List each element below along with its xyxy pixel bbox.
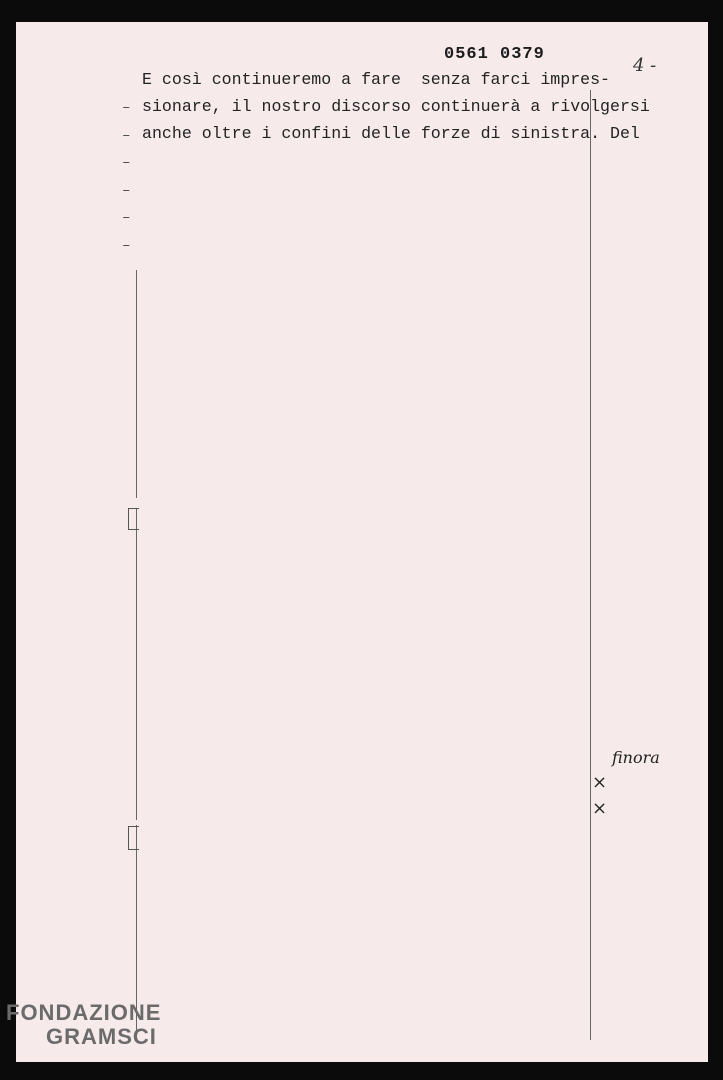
document-page [16,22,708,1062]
logo-line: FONDAZIONE [6,1000,162,1025]
margin-rule [136,270,137,498]
margin-note: finora [612,748,660,767]
paragraph-bracket [128,826,139,850]
paragraph-bracket [128,508,139,530]
archive-reference: 0561 0379 [444,45,545,64]
margin-rule [590,90,591,1040]
margin-cross: × [592,772,608,793]
text-line: anche oltre i confini delle forze di sinistra. Del [142,124,640,143]
page-number: 4 - [633,55,657,76]
watermark-logo [6,1000,161,1050]
margin-dash: – [122,238,131,254]
margin-dash: – [122,100,131,116]
margin-dash: – [122,128,131,144]
logo-line: GRAMSCI [46,1024,157,1049]
margin-dash: – [122,183,131,199]
margin-dash: – [122,155,131,171]
margin-dash: – [122,210,131,226]
text-line: E così continueremo a fare senza farci impres- [142,70,611,89]
margin-rule [136,508,137,820]
margin-cross: × [592,798,608,819]
text-line: sionare, il nostro discorso continuerà a rivolgersi [142,97,650,116]
